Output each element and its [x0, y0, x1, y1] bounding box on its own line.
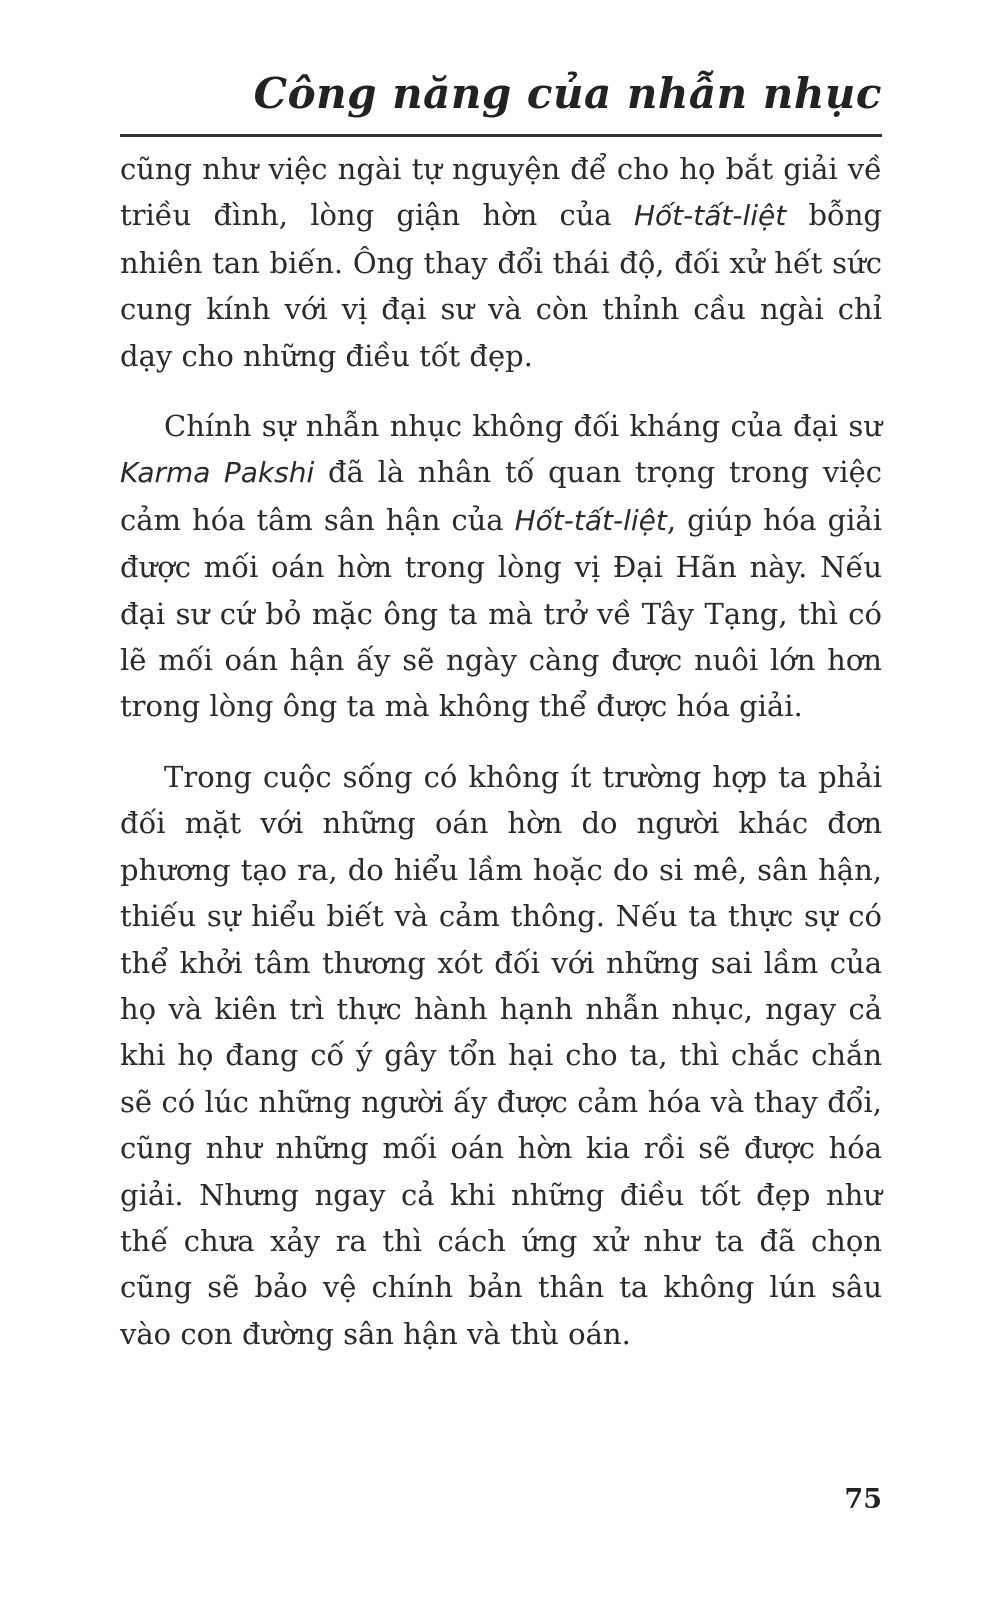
person-name: Hốt-tất-liệt [514, 503, 667, 537]
running-header-title: Công năng của nhẫn nhục [253, 69, 882, 118]
header-divider [120, 134, 882, 137]
text-run: bỗng nhiên tan biến. Ông thay đổi thái độ, đối xử hết sức cung kính với vị đại sư và còn thỉnh cầu ngài chỉ dạy cho những điều tốt đẹp. [120, 198, 882, 373]
text-run: Trong cuộc sống có không ít trường hợp ta phải đối mặt với những oán hờn do người khác đơn phương tạo ra, do hiểu lầm hoặc do si mê, sân hận, thiếu sự hiểu biết và cảm thông. Nếu ta thực sự có thể khởi tâm thương xót đối với những sai lầm của họ và kiên trì thực hành hạnh nhẫn nhục, ngay cả khi họ đang cố ý gây tổn hại cho ta, thì chắc chắn sẽ có lúc những người ấy được cảm hóa và thay đổi, cũng như những mối oán hờn kia rồi sẽ được hóa giải. Nhưng ngay cả khi những điều tốt đẹp như thế chưa xảy ra thì cách ứng xử như ta đã chọn cũng sẽ bảo vệ chính bản thân ta không lún sâu vào con đường sân hận và thù oán. [120, 759, 882, 1351]
paragraph-2 [120, 403, 882, 730]
page-number: 75 [844, 1484, 882, 1515]
paragraph-1 [120, 146, 882, 379]
body-text [120, 146, 882, 1357]
text-run: Chính sự nhẫn nhục không đối kháng của đại sư [164, 409, 882, 444]
text-run: , giúp hóa giải được mối oán hờn trong lòng vị Đại Hãn này. Nếu đại sư cứ bỏ mặc ông ta mà trở về Tây Tạng, thì có lẽ mối oán hận ấy sẽ ngày càng được nuôi lớn hơn trong lòng ông ta mà không thể được hóa giải. [120, 502, 882, 724]
text-run: đã là nhân tố quan trọng trong việc cảm hóa tâm sân hận của [120, 455, 882, 537]
person-name: Hốt-tất-liệt [633, 199, 787, 233]
paragraph-3 [120, 754, 882, 1357]
text-run: cũng như việc ngài tự nguyện để cho họ bắt giải về triều đình, lòng giận hờn của [120, 152, 882, 233]
person-name: Karma Pakshi [120, 456, 315, 490]
